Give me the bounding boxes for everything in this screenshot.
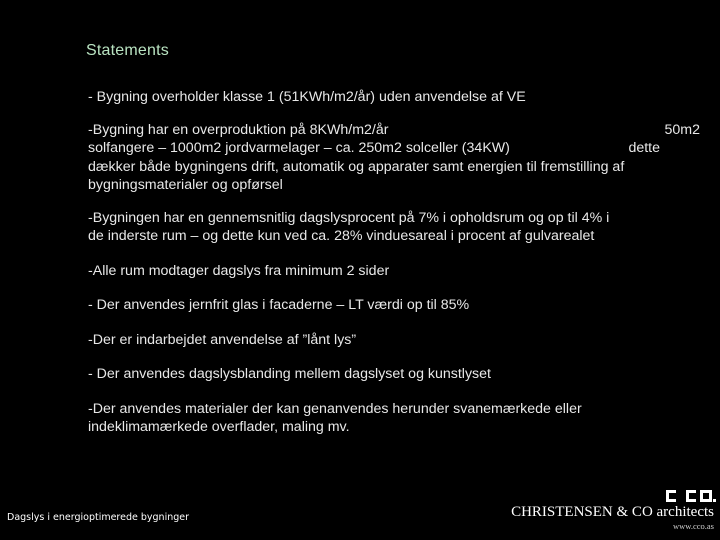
statement-item [88,296,700,315]
statement-line-left: -Bygning har en overproduktion på 8KWh/m2/år [88,121,389,138]
statement-item [88,209,700,246]
statement-item [88,262,700,281]
statement-line: -Bygningen har en gennemsnitlig dagslysprocent på 7% i opholdsrum og op til 4% i [88,209,610,226]
statement-item [88,400,700,437]
statement-line [88,121,700,140]
statement-line: - Der anvendes dagslysblanding mellem dagslyset og kunstlyset [88,366,491,382]
statement-line: - Der anvendes jernfrit glas i facaderne – LT værdi op til 85% [88,297,470,313]
statement-line: indeklimamærkede overflader, maling mv. [88,419,350,435]
statement-line-right: 50m2 [664,121,700,138]
company-name: CHRISTENSEN & CO architects [511,504,714,520]
slide-title: Statements [86,42,169,59]
company-logo [458,484,718,536]
statement-line: -Der er indarbejdet anvendelse af ”lånt lys” [88,331,357,348]
statement-line-left: solfangere – 1000m2 jordvarmelager – ca. 250m2 solceller (34KW) [88,140,510,156]
company-website: www.cco.as [673,521,714,531]
statement-list [88,88,700,451]
statement-line: bygningsmaterialer og opførsel [88,177,283,193]
statement-item [88,88,700,107]
statement-item [88,331,700,350]
statement-line: -Alle rum modtager dagslys fra minimum 2 sider [88,262,390,279]
statement-item [88,365,700,384]
statement-line-right: dette [628,140,660,156]
statement-line: -Der anvendes materialer der kan genanvendes herunder svanemærkede eller [88,400,582,417]
cco-logo-icon [664,488,716,504]
statement-item [88,121,700,195]
statement-line: - Bygning overholder klasse 1 (51KWh/m2/år) uden anvendelse af VE [88,89,526,105]
statement-line: de inderste rum – og dette kun ved ca. 28% vinduesareal i procent af gulvarealet [88,228,595,244]
statement-line: dækker både bygningens drift, automatik og apparater samt energien til fremstilling af [88,158,625,175]
footer-caption: Dagslys i energioptimerede bygninger [7,512,190,523]
statement-line [88,139,700,158]
